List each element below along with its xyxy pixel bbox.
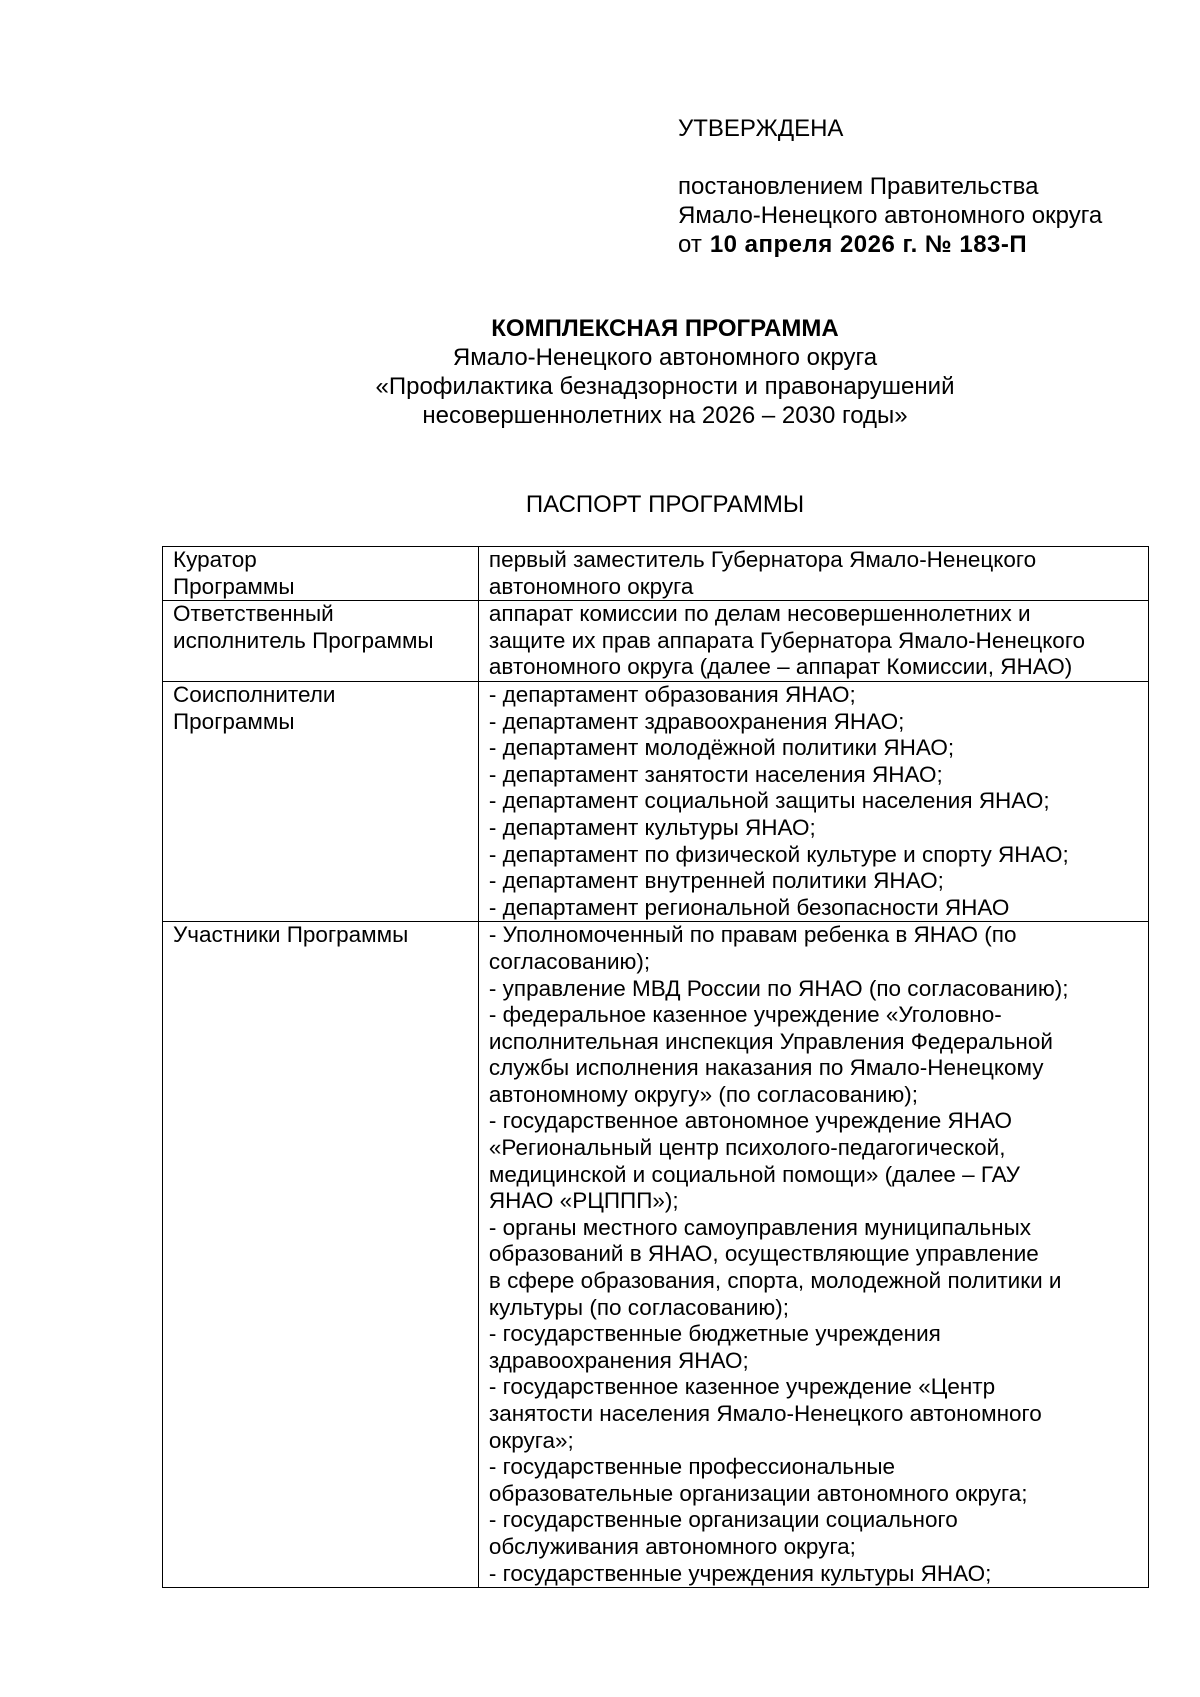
row-label-cell: [163, 922, 479, 1588]
row-value-line: округа»;: [488, 1427, 574, 1453]
row-label-cell: [163, 681, 479, 921]
approval-date-number: 10 апреля 2026 г. № 183-П: [709, 231, 1028, 258]
row-value-line: здравоохранения ЯНАО;: [488, 1347, 749, 1373]
passport-title: ПАСПОРТ ПРОГРАММЫ: [525, 491, 805, 518]
row-value-line: - департамент культуры ЯНАО;: [488, 814, 816, 840]
row-value-line: службы исполнения наказания по Ямало-Ненецкому: [488, 1055, 1044, 1081]
row-value-line: обслуживания автономного округа;: [488, 1533, 856, 1559]
row-value-line: - департамент образования ЯНАО;: [488, 681, 856, 707]
program-title-line-1: Ямало-Ненецкого автономного округа: [452, 344, 878, 371]
row-value-cell: [478, 547, 1148, 601]
row-value-line: - государственные учреждения культуры ЯНАО;: [488, 1560, 992, 1586]
row-label-cell: [163, 547, 479, 601]
table-row: [163, 922, 1149, 1588]
row-label-line: Программы: [173, 573, 295, 599]
row-label-line: Ответственный: [173, 601, 334, 627]
row-value-line: - департамент здравоохранения ЯНАО;: [488, 708, 905, 734]
row-value-cell: [478, 601, 1148, 682]
row-value-line: - департамент занятости населения ЯНАО;: [488, 761, 943, 787]
row-value-line: «Региональный центр психолого-педагогической,: [488, 1135, 1006, 1161]
row-value-line: ЯНАО «РЦППП»);: [488, 1188, 679, 1214]
row-value-line: - департамент региональной безопасности ЯНАО: [488, 894, 1010, 920]
row-value-line: - государственное казенное учреждение «Центр: [488, 1374, 996, 1400]
row-label-line: Программы: [173, 708, 295, 734]
row-value-line: образовательные организации автономного округа;: [488, 1480, 1028, 1506]
approval-date-line: [678, 230, 1102, 259]
row-value-line: - департамент социальной защиты населения ЯНАО;: [488, 788, 1050, 814]
row-value-line: - государственные профессиональные: [488, 1454, 896, 1480]
row-value-cell: [478, 681, 1148, 921]
row-value-line: автономному округу» (по согласованию);: [488, 1081, 919, 1107]
row-label-line: исполнитель Программы: [173, 627, 434, 653]
table-row: [163, 547, 1149, 601]
row-label-line: Участники Программы: [173, 922, 409, 948]
row-value-line: занятости населения Ямало-Ненецкого автономного: [488, 1401, 1042, 1426]
approval-heading: УТВЕРЖДЕНА: [678, 115, 844, 142]
row-value-line: образований в ЯНАО, осуществляющие управление: [488, 1241, 1039, 1267]
approval-block: [678, 114, 1102, 259]
row-value-line: - управление МВД России по ЯНАО (по согласованию);: [488, 975, 1069, 1001]
approval-date-prefix: от: [678, 231, 702, 258]
row-value-line: медицинской и социальной помощи» (далее – ГАУ: [488, 1161, 1020, 1187]
row-value-line: - государственные организации социального: [488, 1507, 958, 1533]
row-value-line: согласованию);: [488, 948, 651, 974]
row-value-line: - федеральное казенное учреждение «Уголовно-: [488, 1002, 1002, 1028]
row-value-line: - департамент внутренней политики ЯНАО;: [488, 868, 944, 894]
row-label-line: Соисполнители: [173, 681, 336, 707]
row-value-line: - государственные бюджетные учреждения: [488, 1321, 941, 1347]
row-value-line: защите их прав аппарата Губернатора Ямало-Ненецкого: [488, 627, 1086, 653]
approval-line-2: Ямало-Ненецкого автономного округа: [678, 202, 1103, 229]
row-value-line: аппарат комиссии по делам несовершеннолетних и: [488, 601, 1031, 627]
approval-line-1: постановлением Правительства: [678, 173, 1039, 200]
program-title: КОМПЛЕКСНАЯ ПРОГРАММА: [491, 315, 839, 342]
program-title-block: [0, 314, 1200, 430]
row-value-line: первый заместитель Губернатора Ямало-Ненецкого: [488, 547, 1037, 572]
row-value-line: автономного округа: [488, 573, 694, 599]
row-value-cell: [478, 922, 1148, 1588]
row-value-line: в сфере образования, спорта, молодежной политики и: [488, 1268, 1062, 1294]
row-label-cell: [163, 601, 479, 682]
program-title-line-2: «Профилактика безнадзорности и правонарушений: [375, 373, 955, 400]
row-value-line: - Уполномоченный по правам ребенка в ЯНАО (по: [488, 922, 1017, 948]
passport-table: [162, 546, 1149, 1588]
row-value-line: - органы местного самоуправления муниципальных: [488, 1214, 1031, 1240]
row-value-line: - департамент по физической культуре и спорту ЯНАО;: [488, 841, 1069, 867]
row-value-line: автономного округа (далее – аппарат Комиссии, ЯНАО): [488, 654, 1073, 680]
row-value-line: культуры (по согласованию);: [488, 1294, 790, 1320]
row-value-line: - государственное автономное учреждение ЯНАО: [488, 1108, 1013, 1134]
row-value-line: - департамент молодёжной политики ЯНАО;: [488, 735, 955, 761]
table-row: [163, 601, 1149, 682]
row-label-line: Куратор: [173, 547, 257, 572]
table-row: [163, 681, 1149, 921]
row-value-line: исполнительная инспекция Управления Федеральной: [488, 1028, 1053, 1054]
program-title-line-3: несовершеннолетних на 2026 – 2030 годы»: [422, 402, 908, 429]
